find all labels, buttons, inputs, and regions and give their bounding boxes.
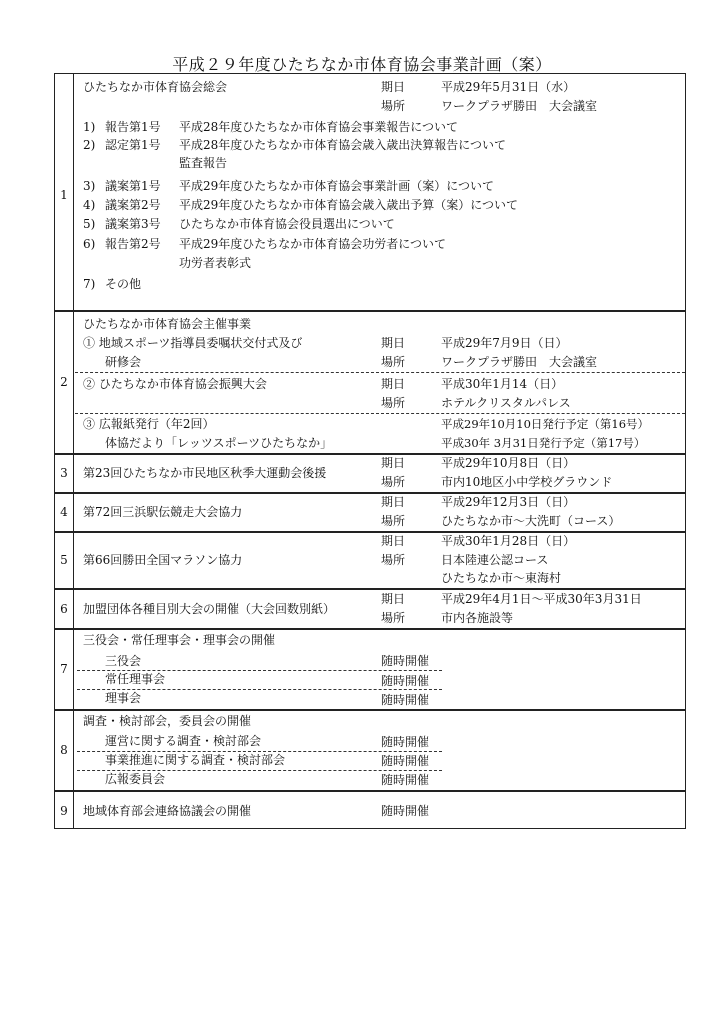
row-divider xyxy=(55,588,685,590)
page-title: 平成２９年度ひたちなか市体育協会事業計画（案） xyxy=(172,55,552,74)
s1-item-text: ひたちなか市体育協会役員選出について xyxy=(179,217,395,231)
s4-place-label: 場所 xyxy=(381,514,406,528)
dashed-divider xyxy=(75,372,685,373)
s1-item-no: 7) xyxy=(83,277,96,291)
s5-place-2: ひたちなか市～東海村 xyxy=(441,571,562,585)
s8-item-status: 随時開催 xyxy=(381,773,430,787)
s1-item-text: 平成29年度ひたちなか市体育協会功労者について xyxy=(179,237,447,251)
s1-item-no: 1) xyxy=(83,120,96,134)
s7-item-status: 随時開催 xyxy=(381,654,430,668)
row-number-8: 8 xyxy=(60,743,68,757)
row-number-9: 9 xyxy=(60,804,68,818)
s7-item-status: 随時開催 xyxy=(381,674,430,688)
plan-table xyxy=(54,73,686,829)
s2-c-pub2: 平成30年 3月31日発行予定（第17号） xyxy=(441,436,646,450)
s6-date-label: 期日 xyxy=(381,592,406,606)
s9-text: 地域体育部会連絡協議会の開催 xyxy=(83,804,252,818)
s3-text: 第23回ひたちなか市民地区秋季大運動会後援 xyxy=(83,466,327,480)
s1-item-label: 議案第2号 xyxy=(105,198,161,212)
s2-event-a: ① 地域スポーツ指導員委嘱状交付式及び xyxy=(83,336,303,350)
s4-date: 平成29年12月3日（日） xyxy=(441,495,576,509)
s5-date: 平成30年1月28日（日） xyxy=(441,534,576,548)
s1-item-text: 平成29年度ひたちなか市体育協会事業計画（案）について xyxy=(179,179,495,193)
s8-item-status: 随時開催 xyxy=(381,735,430,749)
row-divider xyxy=(55,628,685,630)
s7-item-status: 随時開催 xyxy=(381,693,430,707)
s2-b-date-label: 期日 xyxy=(381,377,406,391)
s8-item: 運営に関する調査・検討部会 xyxy=(105,734,262,748)
s1-item-text: 平成28年度ひたちなか市体育協会歳入歳出決算報告について xyxy=(179,138,507,152)
s2-c-pub1: 平成29年10月10日発行予定（第16号） xyxy=(441,417,650,431)
s9-status: 随時開催 xyxy=(381,804,430,818)
s8-item-status: 随時開催 xyxy=(381,754,430,768)
s2-a-place-label: 場所 xyxy=(381,355,406,369)
s2-b-place-label: 場所 xyxy=(381,396,406,410)
s1-item-label: 報告第1号 xyxy=(105,120,161,134)
s2-event-c-cont: 体協だより「レッツスポーツひたちなか」 xyxy=(105,436,333,450)
row-number-4: 4 xyxy=(60,505,68,519)
s4-text: 第72回三浜駅伝競走大会協力 xyxy=(83,505,243,519)
s1-item-label: その他 xyxy=(105,277,142,291)
s5-place-label: 場所 xyxy=(381,553,406,567)
row-number-6: 6 xyxy=(60,602,68,616)
s8-item: 広報委員会 xyxy=(105,772,166,786)
row-number-2: 2 xyxy=(60,375,68,389)
s2-a-date-label: 期日 xyxy=(381,336,406,350)
row-divider xyxy=(55,453,685,455)
s1-item-no: 3) xyxy=(83,179,96,193)
s1-place-label: 場所 xyxy=(381,99,406,113)
s7-item: 三役会 xyxy=(105,654,142,668)
row-number-5: 5 xyxy=(60,553,68,567)
s3-date: 平成29年10月8日（日） xyxy=(441,456,576,470)
s1-item-text: 功労者表彰式 xyxy=(179,256,252,270)
s1-item-no: 2) xyxy=(83,138,96,152)
s1-date: 平成29年5月31日（水） xyxy=(441,80,576,94)
row-divider xyxy=(55,310,685,312)
s4-date-label: 期日 xyxy=(381,495,406,509)
s1-item-label: 報告第2号 xyxy=(105,237,161,251)
s1-item-label: 認定第1号 xyxy=(105,138,161,152)
row-divider xyxy=(55,709,685,711)
s2-b-date: 平成30年1月14（日） xyxy=(441,377,564,391)
s2-a-place: ワークプラザ勝田 大会議室 xyxy=(441,355,598,369)
s1-item-label: 議案第3号 xyxy=(105,217,161,231)
row-divider xyxy=(55,531,685,533)
row-number-3: 3 xyxy=(60,466,68,480)
dashed-divider xyxy=(77,689,442,690)
s1-heading: ひたちなか市体育協会総会 xyxy=(83,80,228,94)
s7-item: 理事会 xyxy=(105,691,142,705)
s2-event-a-cont: 研修会 xyxy=(105,355,142,369)
s1-place: ワークプラザ勝田 大会議室 xyxy=(441,99,598,113)
s5-place: 日本陸連公認コース xyxy=(441,553,549,567)
s2-b-place: ホテルクリスタルパレス xyxy=(441,396,571,410)
s5-date-label: 期日 xyxy=(381,534,406,548)
s6-place-label: 場所 xyxy=(381,611,406,625)
row-divider xyxy=(55,790,685,792)
s1-date-label: 期日 xyxy=(381,80,406,94)
s2-event-c: ③ 広報紙発行（年2回） xyxy=(83,417,215,431)
s6-place: 市内各施設等 xyxy=(441,611,514,625)
s1-item-label: 議案第1号 xyxy=(105,179,161,193)
s7-item: 常任理事会 xyxy=(105,672,166,686)
s5-text: 第66回勝田全国マラソン協力 xyxy=(83,553,243,567)
s2-heading: ひたちなか市体育協会主催事業 xyxy=(83,317,252,331)
row-number-1: 1 xyxy=(60,188,68,202)
s1-item-text: 平成28年度ひたちなか市体育協会事業報告について xyxy=(179,120,459,134)
row-number-7: 7 xyxy=(60,662,68,676)
number-column-divider xyxy=(73,74,74,828)
row-divider xyxy=(55,492,685,494)
s8-heading: 調査・検討部会，委員会の開催 xyxy=(83,714,252,728)
dashed-divider xyxy=(75,413,685,414)
dashed-divider xyxy=(77,670,442,671)
s4-place: ひたちなか市～大洗町（コース） xyxy=(441,514,621,528)
dashed-divider xyxy=(77,751,442,752)
s6-text: 加盟団体各種目別大会の開催（大会回数別紙） xyxy=(83,602,336,616)
s1-item-no: 6) xyxy=(83,237,96,251)
s1-item-no: 4) xyxy=(83,198,96,212)
s2-a-date: 平成29年7月9日（日） xyxy=(441,336,568,350)
s1-item-no: 5) xyxy=(83,217,96,231)
s2-event-b: ② ひたちなか市体育協会振興大会 xyxy=(83,377,267,391)
s3-place-label: 場所 xyxy=(381,475,406,489)
s8-item: 事業推進に関する調査・検討部会 xyxy=(105,753,286,767)
s3-place: 市内10地区小中学校グラウンド xyxy=(441,475,613,489)
s3-date-label: 期日 xyxy=(381,456,406,470)
dashed-divider xyxy=(77,770,442,771)
s7-heading: 三役会・常任理事会・理事会の開催 xyxy=(83,633,276,647)
s1-item-text: 監査報告 xyxy=(179,156,228,170)
s1-item-text: 平成29年度ひたちなか市体育協会歳入歳出予算（案）について xyxy=(179,198,519,212)
s6-date: 平成29年4月1日～平成30年3月31日 xyxy=(441,592,642,606)
